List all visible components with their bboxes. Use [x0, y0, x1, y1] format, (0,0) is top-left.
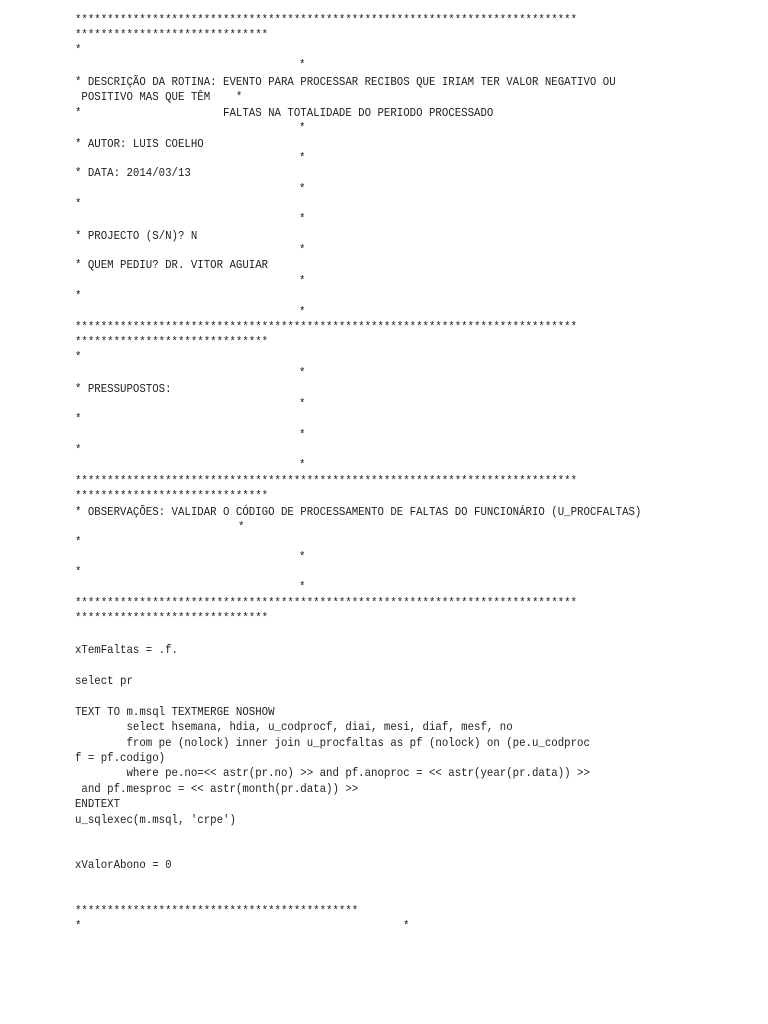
text-line: TEXT TO m.msql TEXTMERGE NOSHOW	[75, 705, 275, 719]
text-line: ******************************************************************************	[75, 320, 578, 334]
text-line: *	[299, 274, 306, 288]
text-line: * DATA: 2014/03/13	[75, 166, 191, 180]
text-line: *	[403, 919, 410, 933]
text-line: from pe (nolock) inner join u_procfaltas as pf (nolock) on (pe.u_codproc	[75, 736, 590, 750]
text-line: u_sqlexec(m.msql, 'crpe')	[75, 813, 236, 827]
text-line: * DESCRIÇÃO DA ROTINA: EVENTO PARA PROCESSAR RECIBOS QUE IRIAM TER VALOR NEGATIVO OU	[75, 75, 616, 89]
text-line: select hsemana, hdia, u_codprocf, diai, mesi, diaf, mesf, no	[75, 720, 513, 734]
text-line: *	[238, 520, 245, 534]
text-line: select pr	[75, 674, 133, 688]
text-line: *	[75, 565, 82, 579]
text-line: * OBSERVAÇÕES: VALIDAR O CÓDIGO DE PROCESSAMENTO DE FALTAS DO FUNCIONÁRIO (U_PROCFALTAS)	[75, 505, 642, 519]
text-line: *	[299, 182, 306, 196]
text-line: * PROJECTO (S/N)? N	[75, 229, 198, 243]
text-line: *	[299, 212, 306, 226]
text-line: *	[75, 43, 82, 57]
text-line: ******************************************************************************	[75, 474, 578, 488]
text-line: *	[299, 397, 306, 411]
text-line: *	[75, 197, 82, 211]
text-line: f = pf.codigo)	[75, 751, 166, 765]
text-line: *	[75, 535, 82, 549]
text-line: and pf.mesproc = << astr(month(pr.data)) >>	[75, 782, 359, 796]
text-line: POSITIVO MAS QUE TÊM *	[75, 90, 243, 104]
text-line: ******************************	[75, 335, 269, 349]
text-line: ******************************************************************************	[75, 596, 578, 610]
text-line: ******************************	[75, 489, 269, 503]
text-line: ********************************************	[75, 904, 359, 918]
text-line: * QUEM PEDIU? DR. VITOR AGUIAR	[75, 258, 269, 272]
text-line: * FALTAS NA TOTALIDADE DO PERIODO PROCESSADO	[75, 106, 494, 120]
text-line: * PRESSUPOSTOS:	[75, 382, 172, 396]
text-line: *	[299, 550, 306, 564]
text-line: *	[299, 243, 306, 257]
text-line: *	[299, 121, 306, 135]
text-line: ******************************************************************************	[75, 13, 578, 27]
text-line: * AUTOR: LUIS COELHO	[75, 137, 204, 151]
text-line: *	[75, 350, 82, 364]
text-line: *	[299, 305, 306, 319]
text-line: *	[75, 919, 82, 933]
text-line: *	[75, 443, 82, 457]
text-line: ******************************	[75, 28, 269, 42]
text-line: where pe.no=<< astr(pr.no) >> and pf.anoproc = << astr(year(pr.data)) >>	[75, 766, 590, 780]
text-line: *	[299, 458, 306, 472]
text-line: *	[299, 580, 306, 594]
text-line: *	[299, 428, 306, 442]
text-line: *	[299, 58, 306, 72]
text-line: ENDTEXT	[75, 797, 121, 811]
text-line: *	[299, 151, 306, 165]
text-line: xTemFaltas = .f.	[75, 643, 178, 657]
text-line: xValorAbono = 0	[75, 858, 172, 872]
text-line: *	[299, 366, 306, 380]
text-line: ******************************	[75, 611, 269, 625]
text-line: *	[75, 412, 82, 426]
text-line: *	[75, 289, 82, 303]
